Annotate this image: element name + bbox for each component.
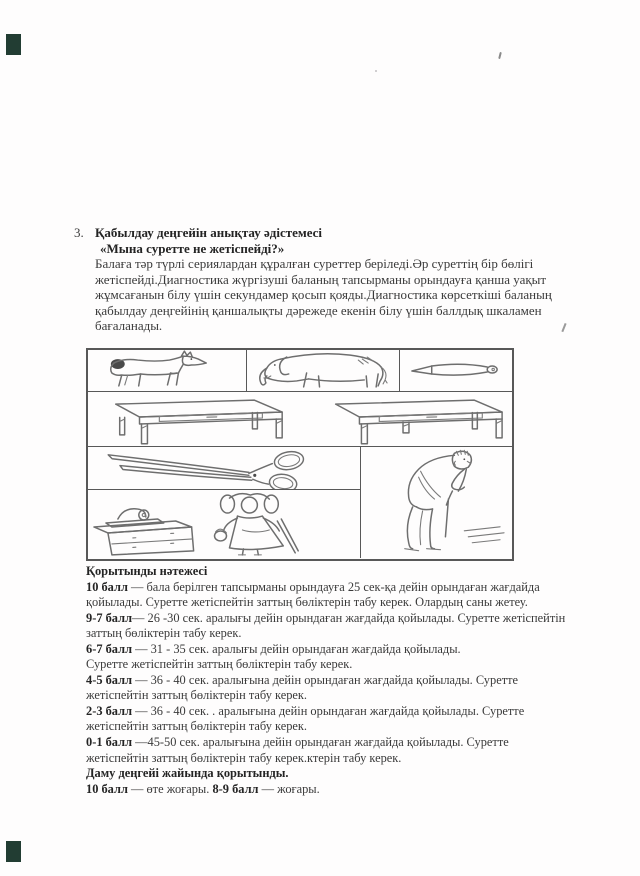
dog-drawing — [88, 350, 246, 391]
score-label: 0-1 балл — [86, 735, 136, 750]
text-line — [86, 719, 606, 735]
grid-row-1 — [88, 350, 512, 392]
text-segment: — 36 - 40 сек. аралығына дейін орындаған жағдайда қойылады. Суретте — [135, 672, 519, 687]
text-line — [86, 704, 606, 720]
text-segment: — 31 - 35 сек. аралығы дейін орындаған жағдайда қойылады. — [135, 641, 461, 656]
elephant-drawing — [247, 350, 399, 391]
scoring-results — [86, 564, 606, 797]
section-number: 3. — [74, 225, 84, 240]
text-segment: — бала берілген тапсырманы орындауға 25 сек-қа дейін орындаған жағдайда — [131, 579, 540, 594]
method-subtitle: «Мына суретте не жетіспейді?» — [100, 240, 285, 256]
text-segment: жетіспейтін заттың бөліктерін табу керек.ктерін табу керек. — [86, 750, 402, 765]
cell-scissors — [88, 447, 360, 490]
cell-elephant — [247, 350, 400, 391]
text-segment: жетіспейтін заттың бөліктерін табу керек. — [86, 688, 308, 703]
text-line — [74, 256, 590, 272]
score-label: Даму деңгейі жайында қорытынды. — [86, 766, 289, 781]
grid-row-3 — [88, 447, 512, 558]
text-line — [86, 782, 606, 798]
text-segment: — 36 - 40 сек. . аралығына дейін орындаған жағдайда қойылады. Суретте — [135, 703, 525, 718]
girl-with-bag-drawing — [88, 490, 360, 558]
text-segment: Балаға тәр түрлі сериялардан құралған суреттер беріледі.Әр суреттің бір бөлігі — [95, 256, 534, 271]
text-line — [86, 657, 606, 673]
score-label: 8-9 балл — [212, 781, 262, 796]
text-segment: —45-50 сек. аралығына дейін орындаған жағдайда қойылады. Суретте — [135, 735, 509, 750]
text-segment: Суретте жетіспейтін заттың бөліктерін табу керек. — [86, 657, 353, 672]
score-label: 10 балл — [86, 579, 131, 594]
text-segment: бағаланады. — [95, 318, 163, 333]
text-segment: — жоғары. — [261, 781, 320, 796]
score-lines — [86, 580, 606, 798]
score-label: 10 балл — [86, 781, 131, 796]
text-segment: — өте жоғары. — [131, 781, 213, 796]
score-label: 4-5 балл — [86, 672, 136, 687]
scan-mark-bottom-left — [6, 841, 21, 862]
text-segment: жетіспейді.Диагностика жүргізуші баланың тапсырманы орындауға қанша уақыт — [95, 271, 547, 287]
text-segment: — 26 -30 сек. аралығы дейін орындаған жағдайда қойылады. Суретте жетіспейтін — [132, 610, 566, 625]
text-segment: заттың бөліктерін табу керек. — [86, 626, 242, 641]
text-segment: жетіспейтін заттың бөліктерін табу керек. — [86, 719, 308, 734]
scan-speck — [375, 70, 377, 72]
score-label: 2-3 балл — [86, 703, 136, 718]
text-line — [74, 318, 590, 334]
method-intro-paragraph — [74, 256, 590, 334]
old-man-drawing — [361, 447, 512, 558]
picture-series-grid — [86, 348, 514, 561]
text-line — [86, 688, 606, 704]
scissors-drawing — [88, 447, 360, 489]
text-segment: жұмсағанын білу үшін секундамер қосып қояды.Диагностика көрсеткіші баланың — [95, 287, 552, 302]
score-label: 9-7 балл — [86, 610, 133, 625]
text-line — [86, 611, 606, 627]
text-line — [86, 642, 606, 658]
cell-pen — [400, 350, 512, 391]
text-line — [86, 751, 606, 767]
cell-old-man — [361, 447, 512, 558]
text-line — [74, 272, 590, 288]
text-line — [74, 287, 590, 303]
two-tables-drawing — [88, 392, 512, 446]
method-title: Қабылдау деңгейін анықтау әдістемесі — [95, 225, 323, 240]
scan-speck — [498, 52, 502, 59]
text-line — [86, 766, 606, 782]
cell-dog — [88, 350, 247, 391]
text-line — [86, 626, 606, 642]
method-description — [74, 225, 590, 334]
scan-mark-top-left — [6, 34, 21, 55]
score-label: 6-7 балл — [86, 641, 136, 656]
text-line — [86, 735, 606, 751]
text-segment: қойылады. Суретте жетіспейтін заттың бөліктерін табу керек. Олардың саны жетеу. — [86, 595, 528, 610]
text-line — [86, 580, 606, 596]
text-segment: қабылдау деңгейінің қаншалықты дәрежеде екенін білу үшін баллдық шкаламен — [95, 302, 542, 318]
grid-left-column — [88, 447, 361, 558]
section-heading — [74, 225, 590, 241]
pen-drawing — [400, 350, 512, 391]
text-line — [86, 673, 606, 689]
text-line — [86, 595, 606, 611]
cell-tables — [88, 392, 512, 447]
results-heading: Қорытынды нәтежесі — [86, 564, 208, 578]
text-line — [74, 303, 590, 319]
cell-girl — [88, 490, 360, 558]
